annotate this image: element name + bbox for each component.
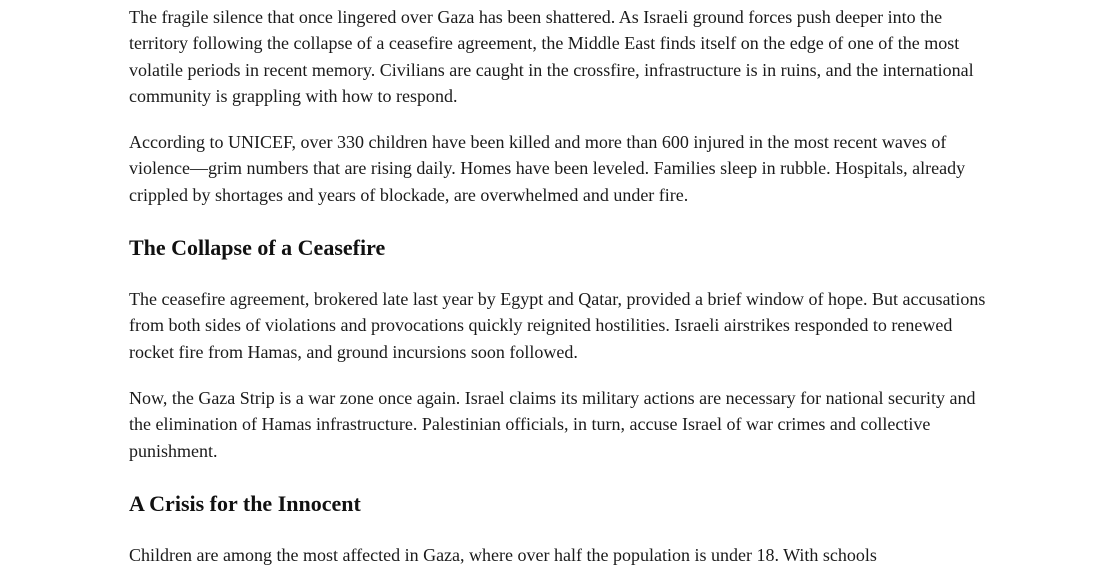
ceasefire-paragraph-1: The ceasefire agreement, brokered late last year by Egypt and Qatar, provided a brief window of hope. But accusations from both sides of violations and provocations quickly reignited hostilities. Israeli airstrikes responded to renewed rocket fire from Hamas, and ground incursions soon followed. [129,289,986,362]
ceasefire-paragraph-2: Now, the Gaza Strip is a war zone once again. Israel claims its military actions are necessary for national security and the elimination of Hamas infrastructure. Palestinian officials, in turn, accuse Israel of war crimes and collective punishment. [129,387,976,461]
crisis-paragraph-1: Children are among the most affected in Gaza, where over half the population is under 18. With schools [129,544,877,565]
article-body [129,4,989,568]
section-heading-ceasefire: The Collapse of a Ceasefire [129,235,386,261]
section-heading-crisis: A Crisis for the Innocent [129,490,361,516]
intro-paragraph-1: The fragile silence that once lingered over Gaza has been shattered. As Israeli ground forces push deeper into the territory following the collapse of a ceasefire agreement, the Middle East finds itself on the edge of one of the most volatile periods in recent memory. Civilians are caught in the crossfire, infrastructure is in ruins, and the international community is grappling with how to respond. [129,7,974,106]
intro-paragraph-2: According to UNICEF, over 330 children have been killed and more than 600 injured in the most recent waves of violence—grim numbers that are rising daily. Homes have been leveled. Families sleep in rubble. Hospitals, already crippled by shortages and years of blockade, are overwhelmed and under fire. [129,132,966,205]
